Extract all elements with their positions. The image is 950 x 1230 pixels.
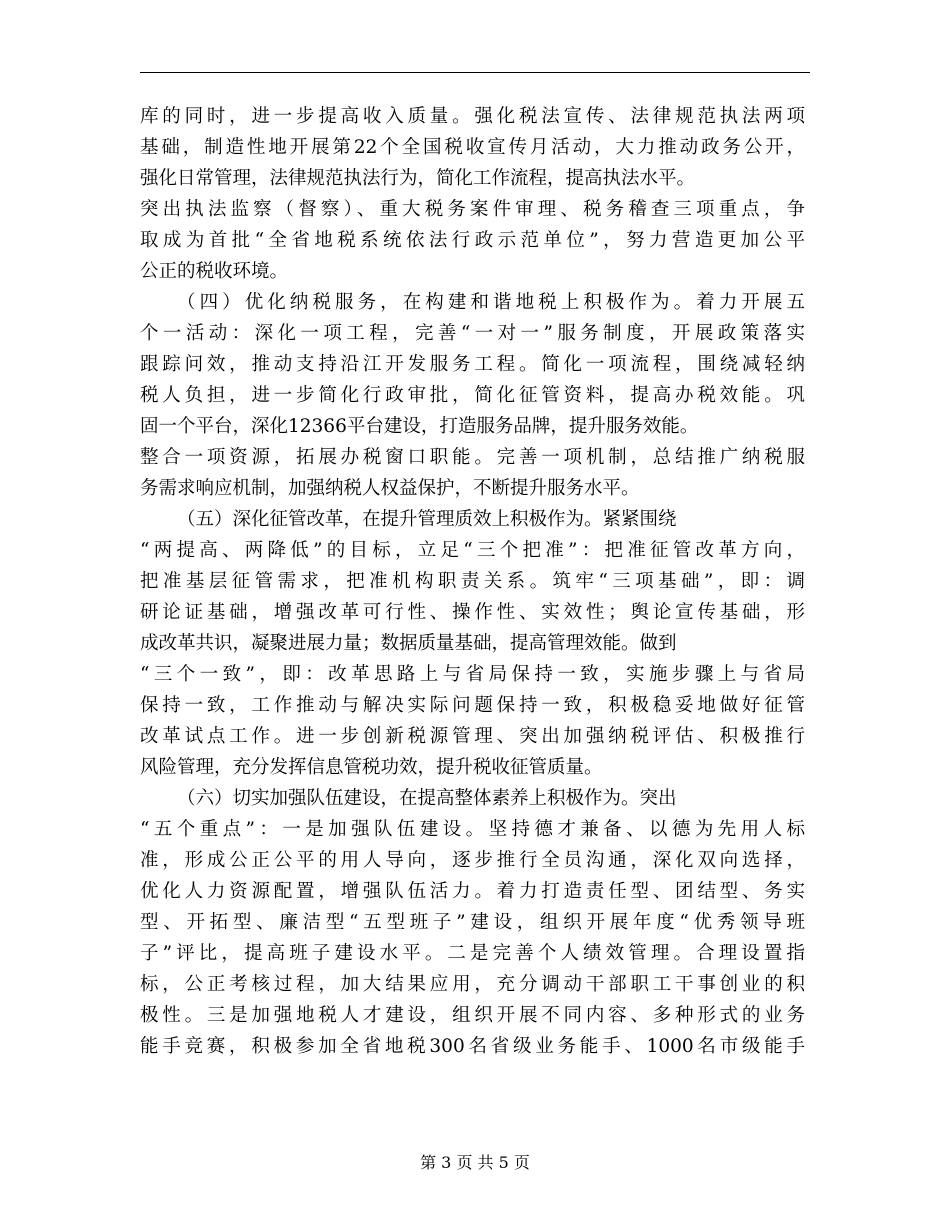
text-line: 子”评比，提高班子建设水平。二是完善个人绩效管理。合理设置指 — [140, 943, 805, 964]
text-line: 库的同时，进一步提高收入质量。强化税法宣传、法律规范执法两项 — [140, 106, 805, 127]
text-line: 把准基层征管需求，把准机构职责关系。筑牢“三项基础”，即：调 — [140, 571, 805, 592]
header-rule — [140, 72, 810, 73]
text-line: 整合一项资源，拓展办税窗口职能。完善一项机制，总结推广纳税服 — [140, 447, 805, 468]
text-line: 能手竞赛，积极参加全省地税300名省级业务能手、1000名市级能手 — [140, 1036, 805, 1057]
text-line: （四）优化纳税服务，在构建和谐地税上积极作为。着力开展五 — [177, 292, 805, 313]
text-line: 成改革共识，凝聚进展力量；数据质量基础，提高管理效能。做到 — [140, 633, 677, 654]
text-line: 优化人力资源配置，增强队伍活力。着力打造责任型、团结型、务实 — [140, 881, 805, 902]
text-line: 风险管理，充分发挥信息管税功效，提升税收征管质量。 — [140, 757, 603, 778]
text-line: 税人负担，进一步简化行政审批，简化征管资料，提高办税效能。巩 — [140, 385, 805, 406]
text-line: 公正的税收环境。 — [140, 261, 289, 282]
text-line: 固一个平台，深化12366平台建设，打造服务品牌，提升服务效能。 — [140, 416, 699, 437]
text-line: 取成为首批“全省地税系统依法行政示范单位”，努力营造更加公平 — [140, 230, 805, 251]
text-line: 标，公正考核过程，加大结果应用，充分调动干部职工干事创业的积 — [140, 974, 805, 995]
text-line: 型、开拓型、廉洁型“五型班子”建设，组织开展年度“优秀领导班 — [140, 912, 805, 933]
text-line: 准，形成公正公平的用人导向，逐步推行全员沟通，深化双向选择， — [140, 850, 805, 871]
text-line: 突出执法监察（督察）、重大税务案件审理、税务稽查三项重点，争 — [140, 199, 805, 220]
text-line: “两提高、两降低”的目标，立足“三个把准”：把准征管改革方向， — [140, 540, 805, 561]
text-line: （六）切实加强队伍建设，在提高整体素养上积极作为。突出 — [177, 788, 677, 809]
text-line: “三个一致”，即：改革思路上与省局保持一致，实施步骤上与省局 — [140, 664, 805, 685]
text-line: “五个重点”：一是加强队伍建设。坚持德才兼备、以德为先用人标 — [140, 819, 805, 840]
text-line: 研论证基础，增强改革可行性、操作性、实效性；舆论宣传基础，形 — [140, 602, 805, 623]
text-line: 强化日常管理，法律规范执法行为，简化工作流程，提高执法水平。 — [140, 168, 696, 189]
text-line: 保持一致，工作推动与解决实际问题保持一致，积极稳妥地做好征管 — [140, 695, 805, 716]
text-line: 跟踪问效，推动支持沿江开发服务工程。简化一项流程，围绕减轻纳 — [140, 354, 805, 375]
page-footer: 第 3 页 共 5 页 — [420, 1153, 530, 1172]
body-text — [140, 101, 805, 1062]
text-line: （五）深化征管改革，在提升管理质效上积极作为。紧紧围绕 — [177, 509, 677, 530]
text-line: 基础，制造性地开展第22个全国税收宣传月活动，大力推动政务公开， — [140, 137, 805, 158]
text-line: 改革试点工作。进一步创新税源管理、突出加强纳税评估、积极推行 — [140, 726, 805, 747]
text-line: 极性。三是加强地税人才建设，组织开展不同内容、多种形式的业务 — [140, 1005, 805, 1026]
text-line: 个一活动：深化一项工程，完善“一对一”服务制度，开展政策落实 — [140, 323, 805, 344]
text-line: 务需求响应机制，加强纳税人权益保护，不断提升服务水平。 — [140, 478, 640, 499]
